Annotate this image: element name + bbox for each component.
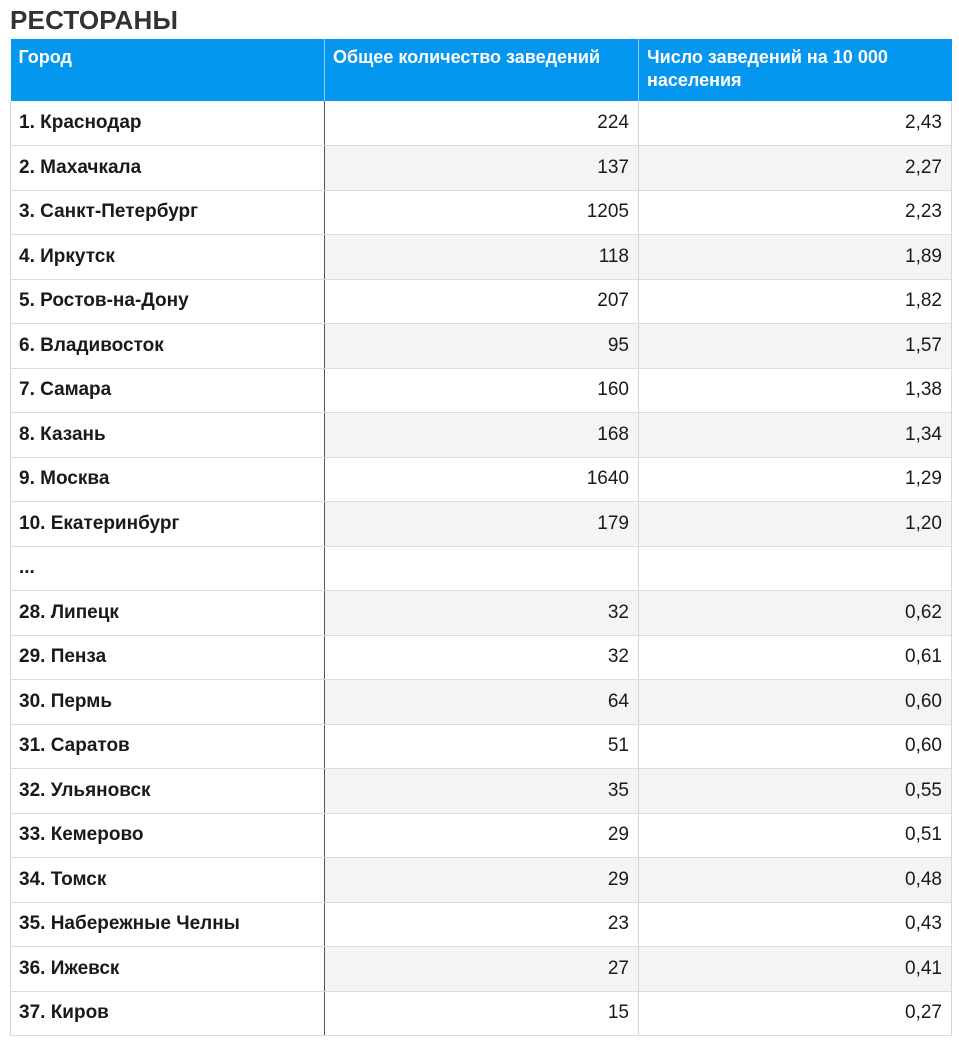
header-total: Общее количество заведений	[325, 39, 639, 101]
table-row	[11, 947, 952, 992]
total-cell: 1640	[325, 457, 639, 502]
table-row	[11, 635, 952, 680]
table-row	[11, 324, 952, 369]
total-cell: 29	[325, 813, 639, 858]
per10k-cell: 0,61	[639, 635, 952, 680]
city-cell: 28. Липецк	[11, 591, 325, 636]
per10k-cell: 2,23	[639, 190, 952, 235]
city-cell: 7. Самара	[11, 368, 325, 413]
per10k-cell: 0,27	[639, 991, 952, 1036]
city-cell: 5. Ростов-на-Дону	[11, 279, 325, 324]
table-row	[11, 591, 952, 636]
city-cell: ...	[11, 546, 325, 591]
city-cell: 4. Иркутск	[11, 235, 325, 280]
table-row	[11, 769, 952, 814]
city-cell: 10. Екатеринбург	[11, 502, 325, 547]
total-cell: 207	[325, 279, 639, 324]
total-cell: 179	[325, 502, 639, 547]
table-row	[11, 813, 952, 858]
table-row	[11, 991, 952, 1036]
table-row	[11, 413, 952, 458]
table-row	[11, 902, 952, 947]
per10k-cell: 0,60	[639, 724, 952, 769]
per10k-cell: 0,41	[639, 947, 952, 992]
per10k-cell: 0,62	[639, 591, 952, 636]
total-cell: 32	[325, 591, 639, 636]
total-cell: 27	[325, 947, 639, 992]
per10k-cell	[639, 546, 952, 591]
total-cell: 51	[325, 724, 639, 769]
table-row	[11, 546, 952, 591]
page-title: РЕСТОРАНЫ	[10, 5, 179, 35]
city-cell: 33. Кемерово	[11, 813, 325, 858]
total-cell: 23	[325, 902, 639, 947]
per10k-cell: 0,51	[639, 813, 952, 858]
table-row	[11, 502, 952, 547]
per10k-cell: 0,48	[639, 858, 952, 903]
city-cell: 30. Пермь	[11, 680, 325, 725]
city-cell: 6. Владивосток	[11, 324, 325, 369]
city-cell: 29. Пенза	[11, 635, 325, 680]
total-cell: 160	[325, 368, 639, 413]
city-cell: 34. Томск	[11, 858, 325, 903]
total-cell	[325, 546, 639, 591]
table-row	[11, 146, 952, 191]
city-cell: 37. Киров	[11, 991, 325, 1036]
per10k-cell: 2,27	[639, 146, 952, 191]
header-per10k: Число заведений на 10 000 населения	[639, 39, 952, 101]
city-cell: 1. Краснодар	[11, 101, 325, 146]
table-row	[11, 457, 952, 502]
city-cell: 32. Ульяновск	[11, 769, 325, 814]
per10k-cell: 2,43	[639, 101, 952, 146]
table-row	[11, 724, 952, 769]
total-cell: 118	[325, 235, 639, 280]
table-row	[11, 235, 952, 280]
per10k-cell: 0,43	[639, 902, 952, 947]
city-cell: 36. Ижевск	[11, 947, 325, 992]
city-cell: 8. Казань	[11, 413, 325, 458]
header-row	[11, 39, 952, 101]
per10k-cell: 1,89	[639, 235, 952, 280]
total-cell: 32	[325, 635, 639, 680]
total-cell: 224	[325, 101, 639, 146]
table-row	[11, 368, 952, 413]
table-header	[11, 39, 952, 101]
header-city: Город	[11, 39, 325, 101]
per10k-cell: 1,20	[639, 502, 952, 547]
total-cell: 35	[325, 769, 639, 814]
per10k-cell: 1,82	[639, 279, 952, 324]
total-cell: 168	[325, 413, 639, 458]
table-row	[11, 680, 952, 725]
table-row	[11, 858, 952, 903]
total-cell: 29	[325, 858, 639, 903]
per10k-cell: 0,60	[639, 680, 952, 725]
total-cell: 1205	[325, 190, 639, 235]
total-cell: 15	[325, 991, 639, 1036]
per10k-cell: 1,57	[639, 324, 952, 369]
per10k-cell: 1,34	[639, 413, 952, 458]
city-cell: 9. Москва	[11, 457, 325, 502]
table-row	[11, 190, 952, 235]
city-cell: 31. Саратов	[11, 724, 325, 769]
per10k-cell: 1,38	[639, 368, 952, 413]
restaurants-table	[10, 39, 952, 1036]
total-cell: 64	[325, 680, 639, 725]
table-body	[11, 101, 952, 1036]
city-cell: 35. Набережные Челны	[11, 902, 325, 947]
per10k-cell: 1,29	[639, 457, 952, 502]
city-cell: 3. Санкт-Петербург	[11, 190, 325, 235]
table-row	[11, 101, 952, 146]
total-cell: 137	[325, 146, 639, 191]
per10k-cell: 0,55	[639, 769, 952, 814]
city-cell: 2. Махачкала	[11, 146, 325, 191]
total-cell: 95	[325, 324, 639, 369]
table-row	[11, 279, 952, 324]
